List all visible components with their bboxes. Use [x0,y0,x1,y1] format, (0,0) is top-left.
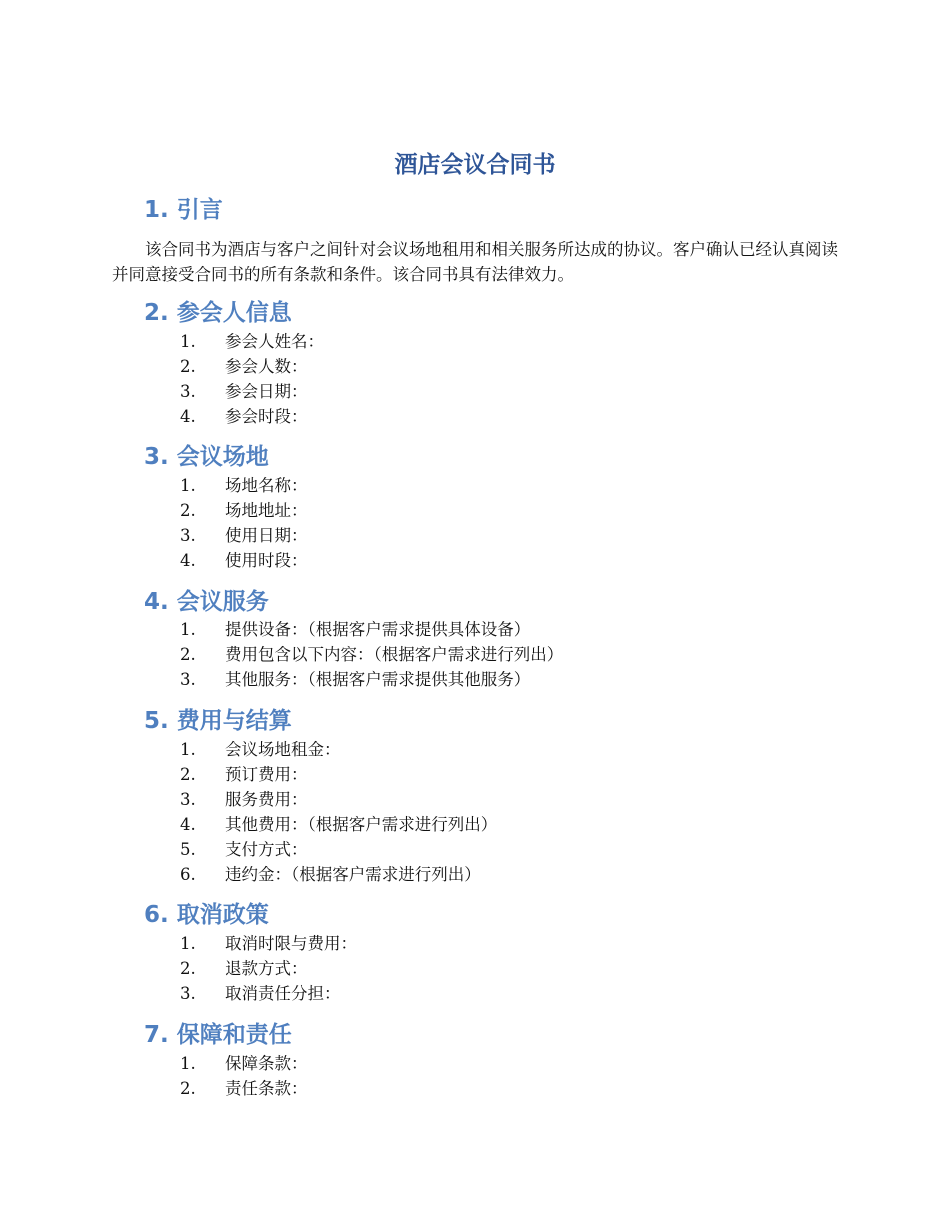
list-item [0,498,950,523]
list-item-text: 取消时限与费用： [225,934,357,953]
section-heading-cancellation-policy: 6. 取消政策 [144,902,269,928]
list-item-text: 参会日期： [225,382,308,401]
list-item [0,862,950,887]
list-item-text: 提供设备：（根据客户需求提供具体设备） [225,620,531,639]
list-item-text: 取消责任分担： [225,984,341,1003]
list-item-number: 3. [180,382,196,401]
list-item-text: 参会人数： [225,357,308,376]
fees-list [0,737,950,887]
list-item [0,787,950,812]
introduction-paragraph: 该合同书为酒店与客户之间针对会议场地租用和相关服务所达成的协议。客户确认已经认真阅读并同意接受合同书的所有条款和条件。该合同书具有法律效力。 [112,240,838,284]
list-item-number: 4. [180,815,196,834]
section-heading-attendee-info: 2. 参会人信息 [144,300,292,326]
list-item [0,1051,950,1076]
list-item-text: 违约金：（根据客户需求进行列出） [225,865,481,884]
section-heading-guarantee-liability: 7. 保障和责任 [144,1022,292,1048]
list-item [0,404,950,429]
list-item [0,737,950,762]
list-item-number: 5. [180,840,196,859]
list-item [0,642,950,667]
list-item-number: 4. [180,551,196,570]
list-item-text: 其他费用：（根据客户需求进行列出） [225,815,498,834]
list-item-number: 6. [180,865,196,884]
list-item [0,1076,950,1101]
list-item [0,354,950,379]
list-item-text: 场地地址： [225,501,308,520]
list-item-number: 3. [180,984,196,1003]
document-title: 酒店会议合同书 [394,152,556,178]
section-heading-fees-settlement: 5. 费用与结算 [144,708,292,734]
list-item [0,329,950,354]
list-item-text: 责任条款： [225,1079,308,1098]
list-item-text: 使用日期： [225,526,308,545]
list-item-text: 其他服务：（根据客户需求提供其他服务） [225,670,531,689]
list-item-text: 预订费用： [225,765,308,784]
list-item-number: 2. [180,1079,196,1098]
list-item [0,837,950,862]
list-item-number: 1. [180,740,196,759]
list-item-number: 3. [180,790,196,809]
list-item-text: 服务费用： [225,790,308,809]
list-item [0,931,950,956]
list-item [0,379,950,404]
list-item-number: 2. [180,357,196,376]
list-item-text: 参会人姓名： [225,332,324,351]
list-item-number: 3. [180,670,196,689]
list-item [0,812,950,837]
list-item [0,473,950,498]
list-item [0,617,950,642]
list-item-text: 参会时段： [225,407,308,426]
section-heading-venue: 3. 会议场地 [144,444,269,470]
list-item-number: 2. [180,959,196,978]
section-heading-introduction: 1. 引言 [144,197,223,223]
list-item-number: 1. [180,934,196,953]
list-item-number: 2. [180,501,196,520]
list-item-text: 保障条款： [225,1054,308,1073]
list-item [0,981,950,1006]
list-item-number: 1. [180,1054,196,1073]
list-item [0,762,950,787]
list-item [0,523,950,548]
list-item-number: 1. [180,620,196,639]
list-item-number: 2. [180,765,196,784]
list-item-text: 退款方式： [225,959,308,978]
list-item-text: 场地名称： [225,476,308,495]
list-item-number: 2. [180,645,196,664]
list-item-number: 3. [180,526,196,545]
list-item-text: 会议场地租金： [225,740,341,759]
cancellation-list [0,931,950,1006]
list-item [0,548,950,573]
list-item [0,956,950,981]
list-item-text: 费用包含以下内容：（根据客户需求进行列出） [225,645,564,664]
attendee-info-list [0,329,950,429]
list-item [0,667,950,692]
list-item-text: 使用时段： [225,551,308,570]
list-item-number: 1. [180,476,196,495]
services-list [0,617,950,692]
section-heading-services: 4. 会议服务 [144,589,269,615]
guarantee-list [0,1051,950,1101]
list-item-number: 4. [180,407,196,426]
list-item-number: 1. [180,332,196,351]
venue-list [0,473,950,573]
list-item-text: 支付方式： [225,840,308,859]
